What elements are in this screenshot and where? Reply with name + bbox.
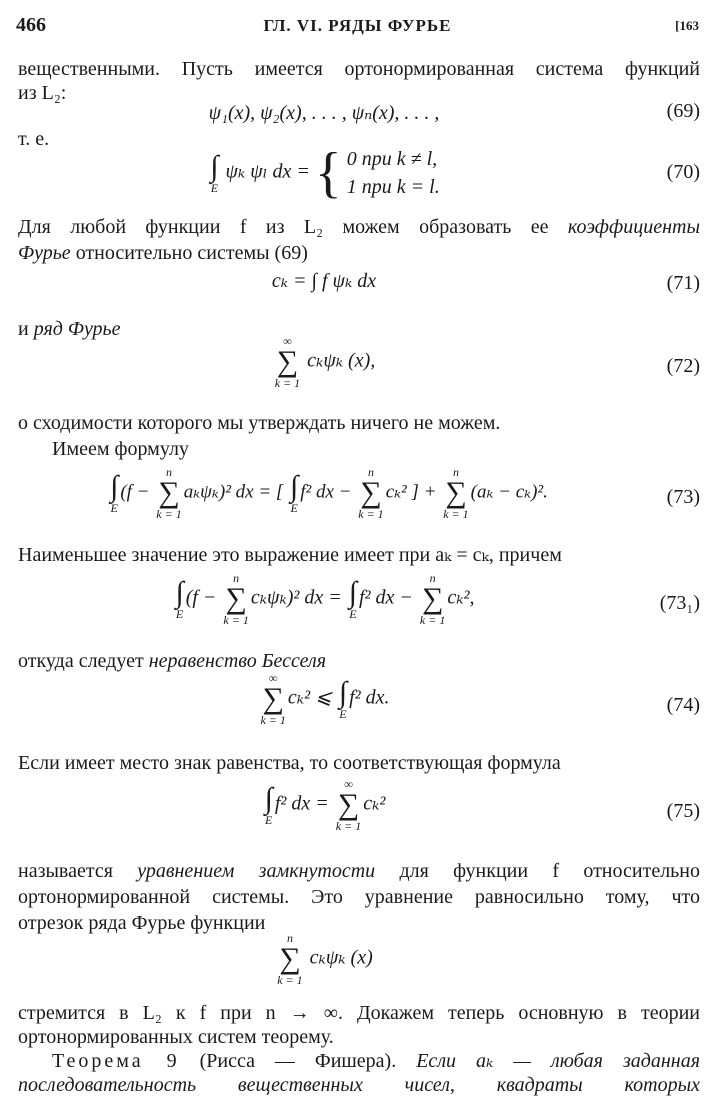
running-header	[16, 14, 699, 42]
theorem-line: последовательность вещественных чисел, квадраты которых	[18, 1074, 700, 1096]
equation-75	[18, 778, 700, 848]
equation-body: n ∑ k = 1 cₖψₖ (x)	[277, 931, 373, 987]
equation-74	[18, 672, 700, 742]
equation-lhs: ψₖ ψₗ dx =	[225, 160, 310, 183]
equation-number: (71)	[666, 272, 700, 294]
equation-73-1	[18, 572, 700, 642]
page-number: 466	[16, 14, 46, 36]
equation-body: ∞ ∑ k = 1 cₖψₖ (x),	[274, 334, 376, 390]
equation-73	[18, 466, 700, 536]
paragraph-line: о сходимости которого мы утверждать ничего не можем.	[18, 412, 501, 434]
paragraph-line: ортонормированной системы. Это уравнение равносильно тому, что	[18, 886, 700, 908]
paragraph-line: ортонормированных систем теорему.	[18, 1026, 334, 1048]
equation-partial-sum	[18, 932, 700, 1002]
equation-70	[18, 142, 700, 211]
brace: {	[314, 142, 342, 204]
equation-body: ∫ E f² dx = ∞ ∑ k = 1 cₖ²	[264, 777, 386, 833]
paragraph-line: Имеем формулу	[52, 438, 189, 460]
summation-sign: ∞ ∑ k = 1	[274, 334, 301, 390]
equation-number: (74)	[666, 694, 700, 716]
equation-cases	[347, 145, 440, 201]
equation-number: (69)	[666, 100, 700, 122]
paragraph-line: из L₂:	[18, 82, 67, 104]
paragraph-line: Наименьшее значение это выражение имеет при aₖ = cₖ, причем	[18, 544, 562, 566]
paragraph-line: откуда следует неравенство Бесселя	[18, 650, 327, 672]
paragraph-line: вещественными. Пусть имеется ортонормированная система функций	[18, 58, 700, 80]
equation-body: ∫ E (f − n ∑ k = 1 aₖψₖ)² dx = [ ∫ E f² dx − n ∑ k = 1 cₖ² ] + n ∑ k = 1 (aₖ − cₖ)².	[110, 465, 548, 521]
theorem-line: Теорема 9 (Рисса — Фишера). Если aₖ — любая заданная	[52, 1050, 701, 1072]
paragraph-line: называется уравнением замкнутости для функции f относительно	[18, 860, 701, 882]
case-line: 0 при k ≠ l,	[346, 148, 438, 170]
equation-body: ∞ ∑ k = 1 cₖ² ⩽ ∫ E f² dx.	[260, 671, 390, 727]
equation-71	[18, 268, 700, 318]
integral-sign: ∫ E	[210, 150, 219, 195]
paragraph-line: Если имеет место знак равенства, то соответствующая формула	[18, 752, 561, 774]
equation-number: (73)	[666, 486, 700, 508]
paragraph-line: Фурье относительно системы (69)	[18, 242, 308, 264]
paragraph-line: т. е.	[18, 128, 50, 150]
theorem-title: Теорема 9	[52, 1050, 180, 1072]
equation-number: (75)	[666, 800, 700, 822]
paragraph-line: и ряд Фурье	[18, 318, 121, 340]
chapter-title: ГЛ. VI. РЯДЫ ФУРЬЕ	[263, 16, 452, 35]
equation-body: ∫ E (f − n ∑ k = 1 cₖψₖ)² dx = ∫ E f² dx − n ∑ k = 1 cₖ²,	[175, 571, 475, 627]
sheet-mark: [163	[675, 18, 699, 33]
case-line: 1 при k = l.	[346, 176, 440, 198]
equation-72	[18, 335, 700, 405]
equation-number: (70)	[666, 161, 700, 183]
paragraph-line: Для любой функции f из L₂ можем образовать ее коэффициенты	[18, 216, 700, 238]
equation-number: (72)	[666, 355, 700, 377]
equation-body: cₖ = ∫ f ψₖ dx	[271, 270, 377, 292]
paragraph-line: стремится в L₂ к f при n → ∞. Докажем теперь основную в теории	[18, 1002, 700, 1024]
equation-number: (73₁)	[659, 592, 700, 614]
equation-body	[18, 142, 630, 204]
paragraph-line: отрезок ряда Фурье функции	[18, 912, 266, 934]
equation-body: ψ₁(x), ψ₂(x), . . . , ψₙ(x), . . . ,	[208, 102, 440, 124]
